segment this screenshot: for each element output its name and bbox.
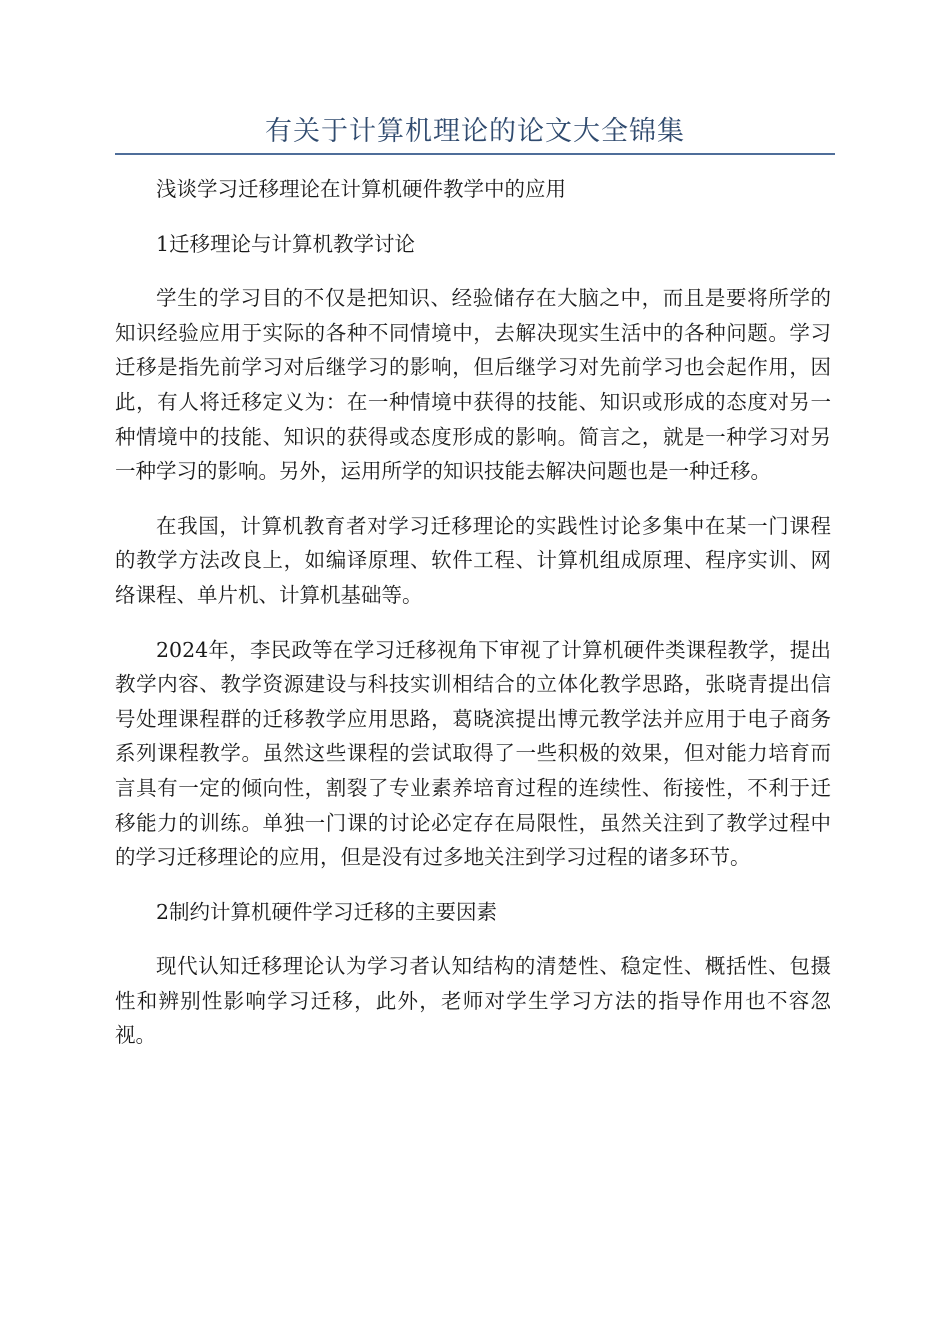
- section-heading-2: 2制约计算机硬件学习迁移的主要因素: [156, 899, 498, 924]
- body-paragraph: 学生的学习目的不仅是把知识、经验储存在大脑之中，而且是要将所学的知识经验应用于实际的各种不同情境中，去解决现实生活中的各种问题。学习迁移是指先前学习对后继学习的影响，但后继学习对先前学习也会起作用，因此，有人将迁移定义为：在一种情境中获得的技能、知识或形成的态度对另一种情境中的技能、知识的获得或态度形成的影响。简言之，就是一种学习对另一种学习的影响。另外，运用所学的知识技能去解决问题也是一种迁移。: [115, 286, 831, 484]
- document-title: 有关于计算机理论的论文大全锦集: [265, 116, 685, 147]
- body-paragraph: 2024年，李民政等在学习迁移视角下审视了计算机硬件类课程教学，提出教学内容、教学资源建设与科技实训相结合的立体化教学思路，张晓青提出信号处理课程群的迁移教学应用思路，葛晓滨提出博元教学法并应用于电子商务系列课程教学。虽然这些课程的尝试取得了一些积极的效果，但对能力培育而言具有一定的倾向性，割裂了专业素养培育过程的连续性、衔接性，不利于迁移能力的训练。单独一门课的讨论必定存在局限性，虽然关注到了教学过程中的学习迁移理论的应用，但是没有过多地关注到学习过程的诸多环节。: [115, 637, 831, 870]
- body-paragraph: 现代认知迁移理论认为学习者认知结构的清楚性、稳定性、概括性、包摄性和辨别性影响学习迁移，此外，老师对学生学习方法的指导作用也不容忽视。: [115, 954, 831, 1048]
- title-underline: [115, 153, 835, 155]
- body-paragraph: 在我国，计算机教育者对学习迁移理论的实践性讨论多集中在某一门课程的教学方法改良上，如编译原理、软件工程、计算机组成原理、程序实训、网络课程、单片机、计算机基础等。: [115, 513, 831, 607]
- section-heading-1: 1迁移理论与计算机教学讨论: [156, 231, 416, 256]
- article-subtitle: 浅谈学习迁移理论在计算机硬件教学中的应用: [156, 177, 566, 201]
- document-body: [115, 172, 831, 1073]
